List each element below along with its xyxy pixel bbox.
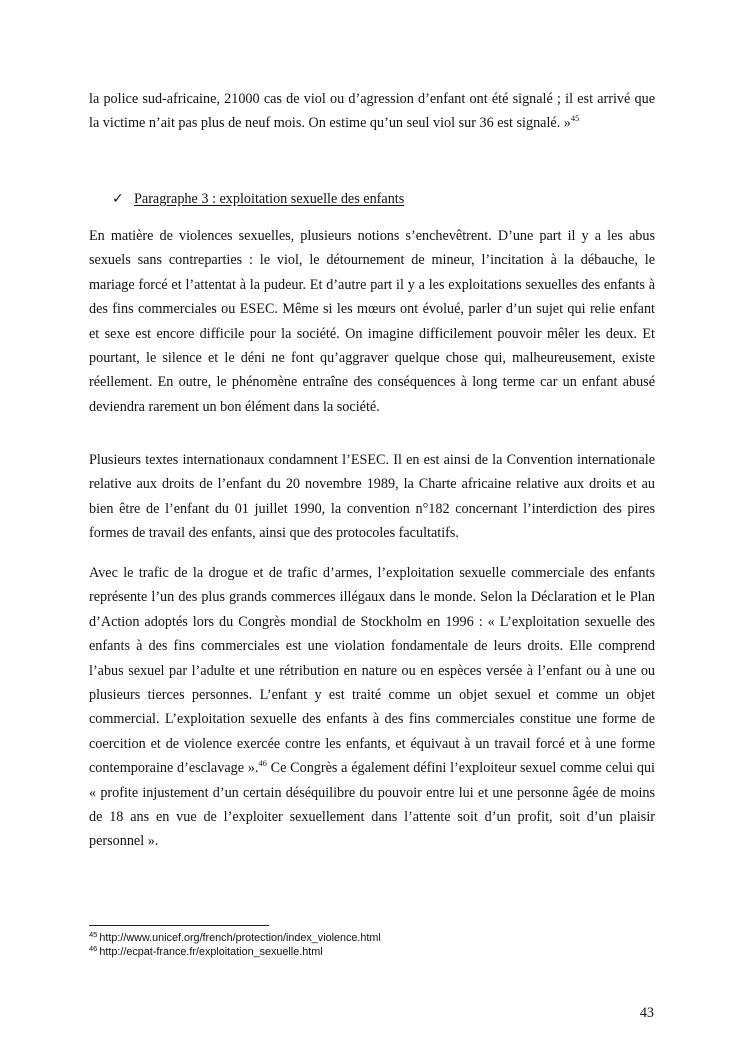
continuation-paragraph	[89, 87, 655, 136]
footnote-link[interactable]: http://ecpat-france.fr/exploitation_sexuelle.html	[99, 946, 323, 958]
stockholm-text-continued: Ce Congrès a également défini l’exploiteur sexuel comme celui qui « profite injustement d’un certain déséquilibre du pouvoir entre lui et une personne âgée de moins de 18 ans en vue de l’exploiter sexuellement dans l’attente soit d’un profit, soit d’un plaisir personnel ».	[89, 760, 655, 850]
section-heading	[112, 187, 404, 211]
footnote-ref-45[interactable]: 45	[570, 113, 580, 124]
footnote-number: 46	[89, 944, 98, 953]
paragraph-violences: En matière de violences sexuelles, plusieurs notions s’enchevêtrent. D’une part il y a les abus sexuels sans contreparties : le viol, le détournement de mineur, l’incitation à la débauche, le mariage forcé et l’attentat à la pudeur. Et d’autre part il y a les exploitations sexuelles des enfants à des fins commerciales ou ESEC. Même si les mœurs ont évolué, parler d’un sujet qui relie enfant et sexe est encore difficile pour la société. On imagine difficilement pouvoir mêler les deux. Et pourtant, le silence et le déni ne font qu’aggraver quelque chose qui, malheureusement, existe réellement. En outre, le phénomène entraîne des conséquences à long terme car un enfant abusé deviendra rarement un bon élément dans la société.	[89, 228, 655, 415]
paragraph-textes-internationaux: Plusieurs textes internationaux condamnent l’ESEC. Il en est ainsi de la Convention internationale relative aux droits de l’enfant du 20 novembre 1989, la Charte africaine relative aux droits et au bien être de l’enfant du 01 juillet 1990, la convention n°182 concernant l’interdiction des pires formes de travail des enfants, ainsi que des protocoles facultatifs.	[89, 452, 655, 542]
section-heading-text: Paragraphe 3 : exploitation sexuelle des enfants	[134, 191, 405, 207]
footnotes	[89, 931, 381, 959]
footnote-46	[89, 945, 381, 959]
stockholm-text: Avec le trafic de la drogue et de trafic d’armes, l’exploitation sexuelle commerciale des enfants représente l’un des plus grands commerces illégaux dans le monde. Selon la Déclaration et le Plan d’Action adoptés lors du Congrès mondial de Stockholm en 1996 : « L’exploitation sexuelle des enfants à des fins commerciales est une violation fondamentale de leurs droits. Elle comprend l’abus sexuel par l’adulte et une rétribution en nature ou en espèces versée à l’enfant ou à une ou plusieurs tierces personnes. L’enfant y est traité comme un objet sexuel et comme un objet commercial. L’exploitation sexuelle des enfants à des fins commerciales constitue une forme de coercition et de violence exercée contre les enfants, et équivaut à un travail forcé et à une forme contemporaine d’esclavage ».	[89, 565, 655, 777]
footnote-separator	[89, 925, 269, 926]
checkmark-icon: ✓	[112, 191, 124, 207]
footnote-45	[89, 931, 381, 945]
continuation-text: la police sud-africaine, 21000 cas de viol ou d’agression d’enfant ont été signalé ; il est arrivé que la victime n’ait pas plus de neuf mois. On estime qu’un seul viol sur 36 est signalé. »	[89, 91, 655, 132]
page-number: 43	[639, 1005, 654, 1021]
paragraph-stockholm	[89, 561, 655, 854]
footnote-link[interactable]: http://www.unicef.org/french/protection/index_violence.html	[99, 932, 381, 944]
footnote-number: 45	[89, 930, 98, 939]
footnote-ref-46[interactable]: 46	[258, 758, 267, 769]
